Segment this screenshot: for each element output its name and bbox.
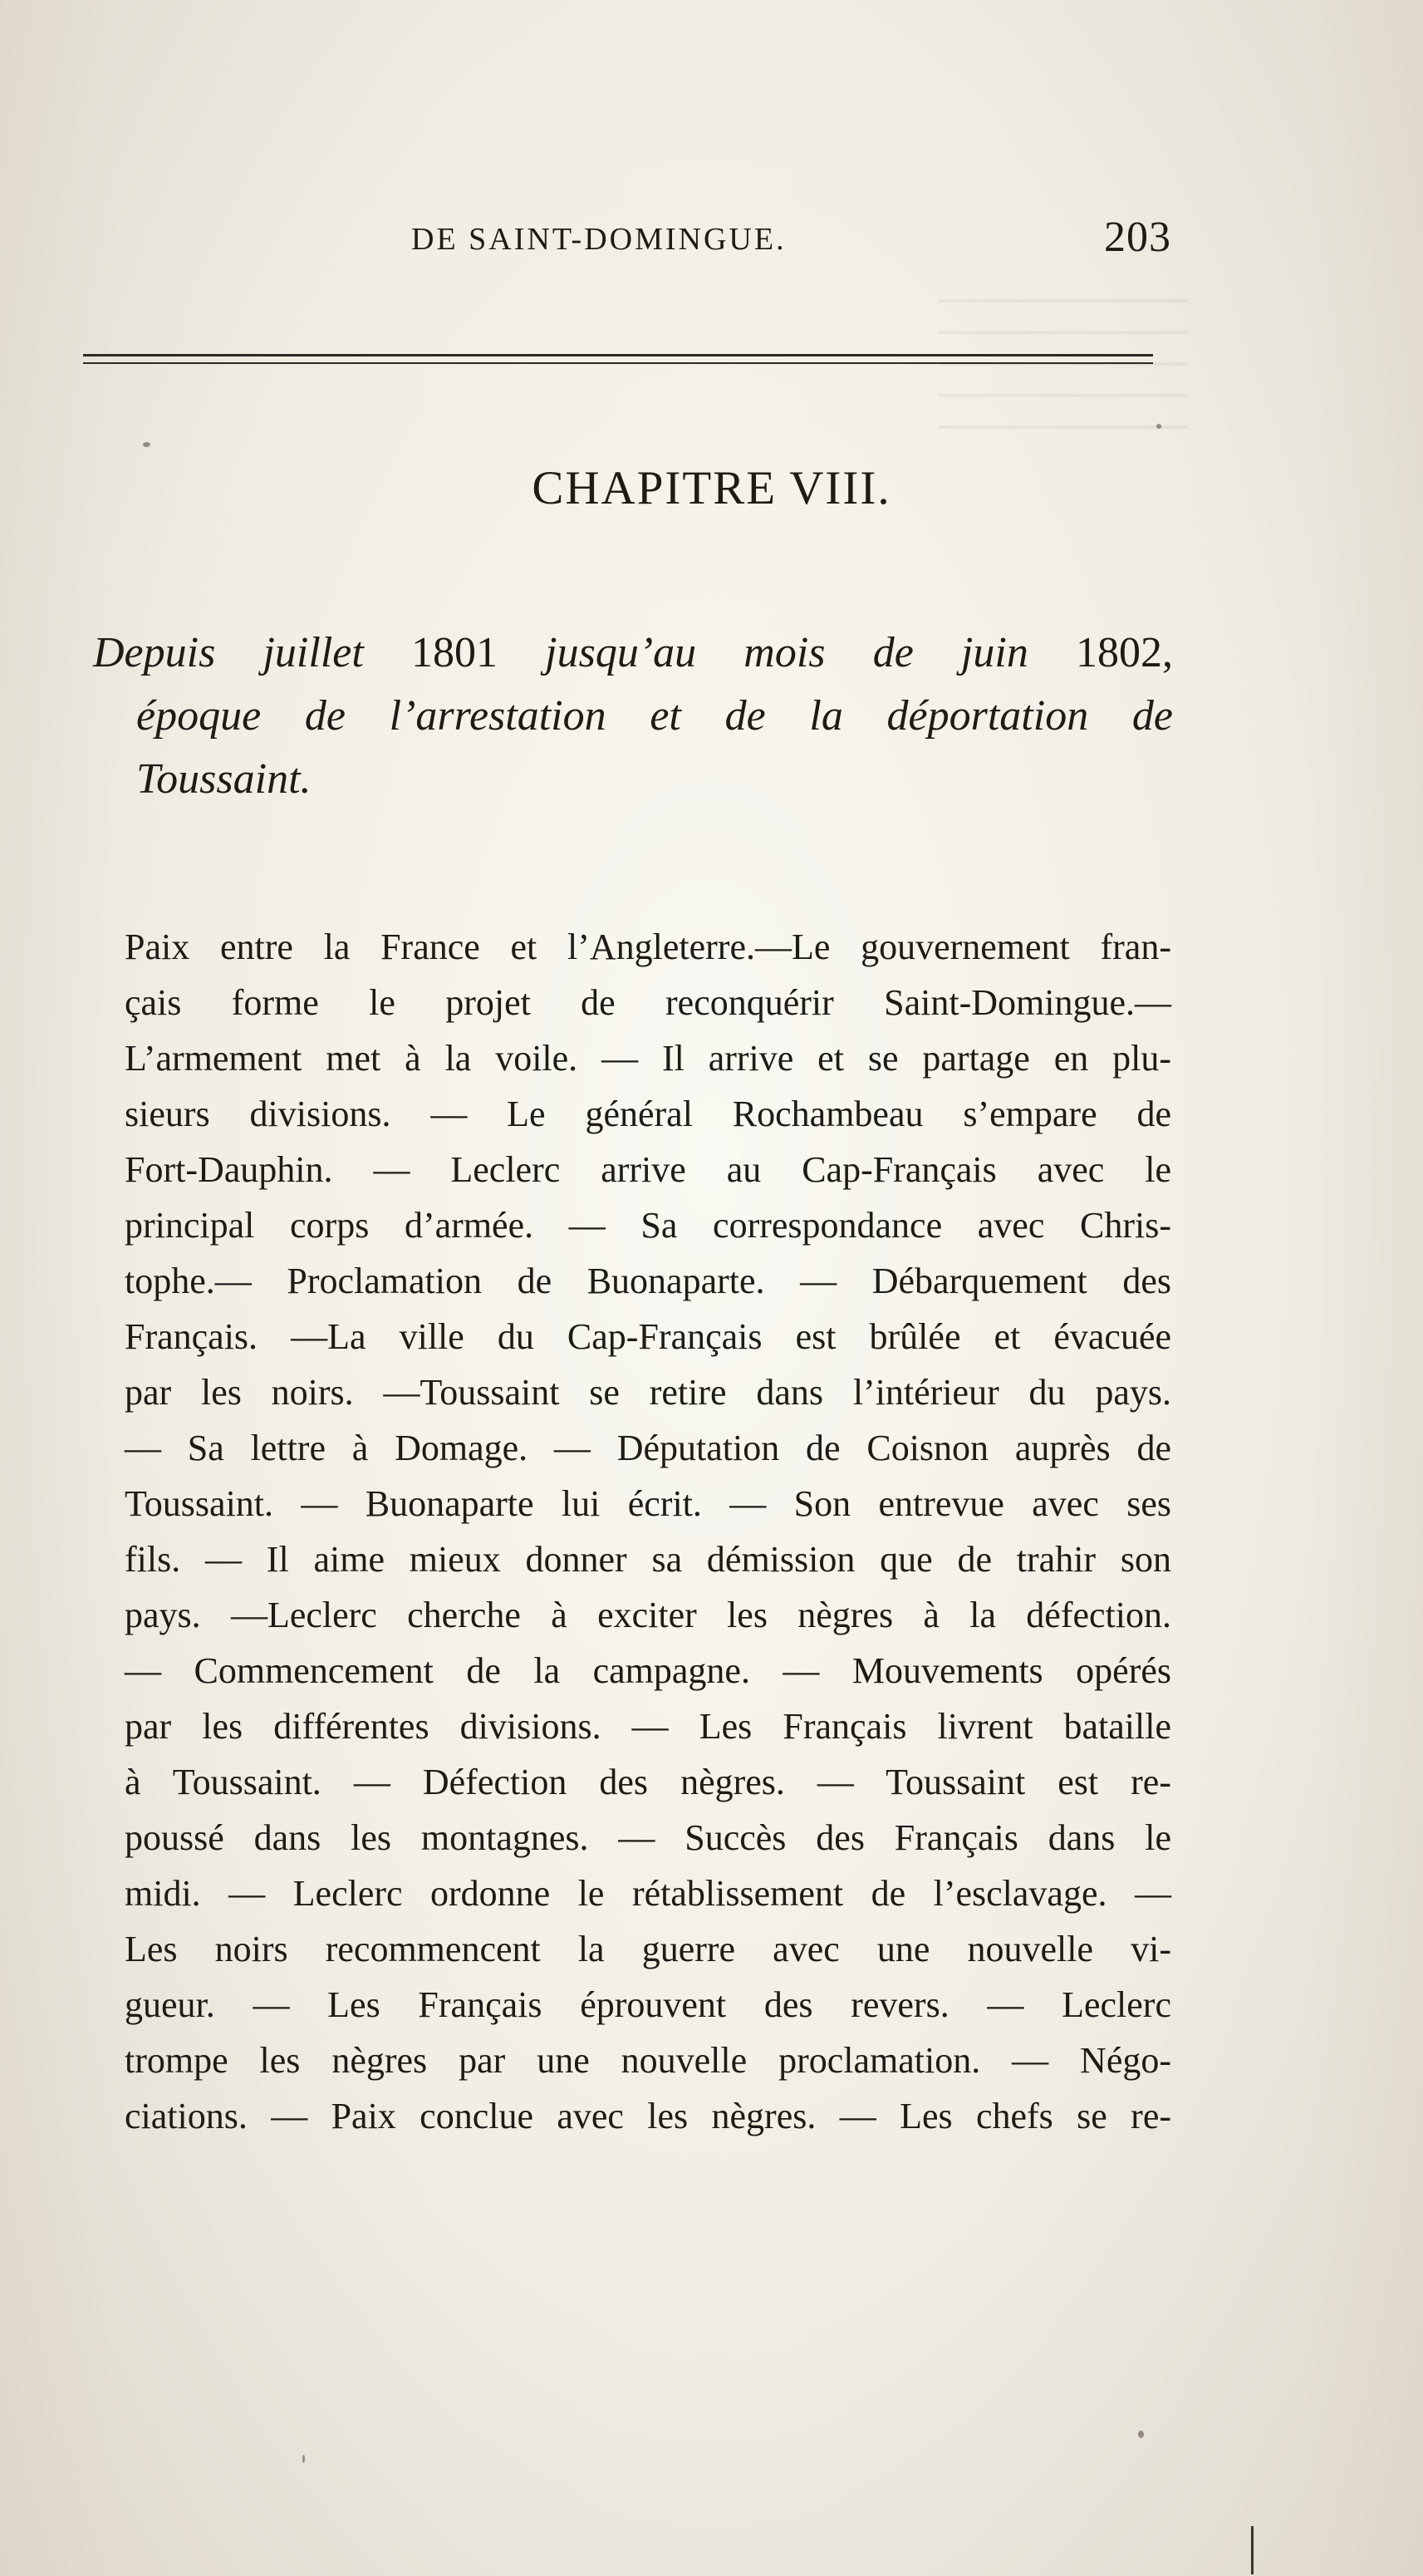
subtitle-text-1: Depuis juillet <box>93 629 411 676</box>
summary-line: poussé dans les montagnes. — Succès des Français dans le <box>125 1817 1171 1858</box>
summary-line: Paix entre la France et l’Angleterre.—Le gouvernement fran- <box>125 927 1171 967</box>
summary-line: — Commencement de la campagne. — Mouvements opérés <box>125 1650 1171 1691</box>
summary-line: principal corps d’armée. — Sa correspondance avec Chris- <box>125 1205 1171 1246</box>
summary-line: par les noirs. —Toussaint se retire dans l’intérieur du pays. <box>125 1372 1171 1413</box>
subtitle-comma: , <box>1162 629 1173 676</box>
summary-line: trompe les nègres par une nouvelle proclamation. — Négo- <box>125 2040 1171 2081</box>
page-edge-mark <box>1251 2526 1254 2574</box>
page-header <box>125 209 1171 268</box>
header-rule-top <box>83 354 1153 356</box>
subtitle-line-3: Toussaint. <box>136 755 312 803</box>
subtitle-year-1801: 1801 <box>410 629 498 676</box>
page-number: 203 <box>1104 214 1171 261</box>
header-rule-bottom <box>83 362 1153 364</box>
summary-line: L’armement met à la voile. — Il arrive et se partage en plu- <box>125 1038 1171 1079</box>
summary-line: gueur. — Les Français éprouvent des revers. — Leclerc <box>125 1984 1171 2025</box>
summary-line: sieurs divisions. — Le général Rochambeau s’empare de <box>125 1094 1171 1134</box>
summary-line: Toussaint. — Buonaparte lui écrit. — Son entrevue avec ses <box>125 1483 1171 1524</box>
summary-line: à Toussaint. — Défection des nègres. — Toussaint est re- <box>125 1762 1171 1802</box>
summary-line: ciations. — Paix conclue avec les nègres. — Les chefs se re- <box>125 2096 1171 2136</box>
summary-line: çais forme le projet de reconquérir Saint-Domingue.— <box>125 982 1171 1023</box>
chapter-subtitle <box>93 622 1173 811</box>
summary-line: Français. —La ville du Cap-Français est brûlée et évacuée <box>125 1316 1171 1357</box>
chapter-title: CHAPITRE VIII. <box>532 462 891 514</box>
paper-speck <box>143 442 150 447</box>
summary-line: fils. — Il aime mieux donner sa démission que de trahir son <box>125 1539 1171 1580</box>
paper-speck <box>1138 2431 1144 2438</box>
paper-speck <box>302 2455 305 2463</box>
summary-line: tophe.— Proclamation de Buonaparte. — Débarquement des <box>125 1261 1171 1301</box>
summary-line: Les noirs recommencent la guerre avec une nouvelle vi- <box>125 1929 1171 1969</box>
summary-line: midi. — Leclerc ordonne le rétablissement de l’esclavage. — <box>125 1873 1171 1914</box>
paper-speck <box>1156 424 1161 429</box>
subtitle-year-1802: 1802 <box>1076 629 1162 676</box>
running-head: DE SAINT-DOMINGUE. <box>411 222 787 257</box>
show-through-text <box>939 299 1188 457</box>
summary-line: — Sa lettre à Domage. — Députation de Coisnon auprès de <box>125 1428 1171 1468</box>
summary-line: par les différentes divisions. — Les Français livrent bataille <box>125 1706 1171 1747</box>
summary-line: Fort-Dauphin. — Leclerc arrive au Cap-Français avec le <box>125 1149 1171 1190</box>
subtitle-line-1 <box>93 622 1173 685</box>
summary-line: pays. —Leclerc cherche à exciter les nègres à la défection. <box>125 1595 1171 1635</box>
subtitle-line-2: époque de l’arrestation et de la déportation de <box>136 692 1173 740</box>
subtitle-text-2: jusqu’au mois de juin <box>497 629 1076 676</box>
chapter-summary <box>125 919 1171 2144</box>
